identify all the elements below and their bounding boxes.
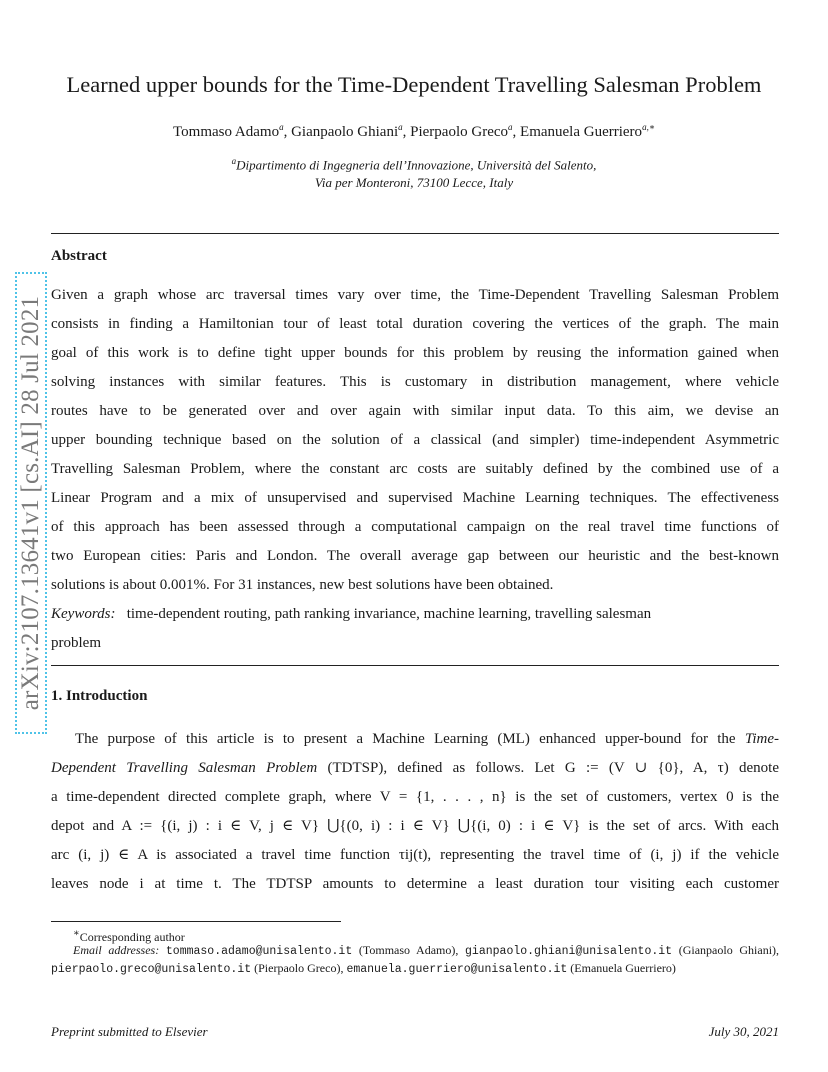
affiliation-mark: a bbox=[279, 122, 284, 132]
abstract-body bbox=[51, 281, 779, 658]
abstract-heading: Abstract bbox=[51, 248, 107, 264]
footnote-corresponding: ∗Corresponding author bbox=[73, 928, 185, 944]
affiliation-line-2: Via per Monteroni, 73100 Lecce, Italy bbox=[314, 175, 514, 191]
intro-line: arc (i, j) ∈ A is associated a travel time function τij(t), representing the travel time of (i, j) if the vehicle bbox=[51, 847, 779, 863]
affiliation-mark: a bbox=[508, 122, 513, 132]
footnote-rule bbox=[51, 921, 341, 922]
affiliation bbox=[0, 152, 828, 192]
footer-date: July 30, 2021 bbox=[708, 1024, 779, 1039]
abstract-bottom-rule bbox=[51, 665, 779, 666]
intro-line: depot and A := {(i, j) : i ∈ V, j ∈ V} ⋃{(0, i) : i ∈ V} ⋃{(i, 0) : i ∈ V} is the set of arcs. With each bbox=[51, 818, 779, 834]
abstract-line: consists in finding a Hamiltonian tour of least total duration covering the vertices of the graph. The main bbox=[51, 316, 779, 332]
intro-line: Dependent Travelling Salesman Problem (TDTSP), defined as follows. Let G := (V ∪ {0}, A, τ) denote bbox=[51, 760, 779, 776]
abstract-line: Travelling Salesman Problem, where the constant arc costs are suitably defined by the combined use of a bbox=[51, 461, 779, 477]
arxiv-sidebar-stamp bbox=[15, 272, 47, 734]
abstract-line: upper bounding technique based on the solution of a classical (and simpler) time-independent Asymmetric bbox=[51, 432, 779, 448]
arxiv-identifier: arXiv:2107.13641v1 [cs.AI] 28 Jul 2021 bbox=[17, 295, 44, 711]
keywords-text: time-dependent routing, path ranking invariance, machine learning, travelling salesman bbox=[126, 606, 652, 622]
author-name: Gianpaolo Ghiani bbox=[291, 124, 399, 140]
footnote-emails: Email addresses: tommaso.adamo@unisalento.it (Tommaso Adamo), gianpaolo.ghiani@unisalento.it (Gianpaolo Ghiani), pierpaolo.greco@unisalento.it (Pierpaolo Greco), emanuela.guerriero@unisalento.it (Emanuela Guerriero) bbox=[51, 943, 780, 976]
email-link[interactable]: gianpaolo.ghiani@unisalento.it bbox=[465, 945, 673, 958]
abstract-line: of this approach has been assessed through a computational campaign on the real travel time functions of bbox=[51, 519, 779, 535]
email-link[interactable]: tommaso.adamo@unisalento.it bbox=[165, 945, 353, 958]
intro-line: leaves node i at time t. The TDTSP amounts to determine a least duration tour visiting each customer bbox=[51, 876, 779, 892]
footer-preprint-note: Preprint submitted to Elsevier bbox=[51, 1024, 208, 1039]
email-link[interactable]: emanuela.guerriero@unisalento.it bbox=[346, 963, 568, 976]
affiliation-mark: a bbox=[231, 156, 237, 166]
author-name: Tommaso Adamo bbox=[173, 124, 280, 140]
keywords bbox=[51, 600, 779, 629]
abstract-line: Linear Program and a mix of unsupervised and supervised Machine Learning techniques. The effectiveness bbox=[51, 490, 779, 506]
abstract-top-rule bbox=[51, 233, 779, 234]
abstract-line: Given a graph whose arc traversal times vary over time, the Time-Dependent Travelling Salesman Problem bbox=[51, 287, 779, 303]
keywords-continuation: problem bbox=[51, 635, 101, 651]
abstract-line: solutions is about 0.001%. For 31 instances, new best solutions have been obtained. bbox=[51, 577, 554, 593]
author-name: Pierpaolo Greco bbox=[410, 124, 509, 140]
affiliation-line-1: Dipartimento di Ingegneria dell’Innovazione, Università del Salento, bbox=[236, 157, 597, 173]
author-name: Emanuela Guerriero bbox=[520, 124, 643, 140]
abstract-line: solving instances with similar features. This is customary in distribution management, where vehicle bbox=[51, 374, 779, 390]
abstract-line: two European cities: Paris and London. The overall average gap between our heuristic and the best-known bbox=[51, 548, 779, 564]
abstract-line: routes have to be generated over and over again with similar input data. To this aim, we devise an bbox=[51, 403, 779, 419]
email-link[interactable]: pierpaolo.greco@unisalento.it bbox=[51, 963, 252, 976]
introduction-heading: 1. Introduction bbox=[51, 688, 148, 704]
keywords-label: Keywords: bbox=[51, 606, 116, 622]
intro-line: a time-dependent directed complete graph, where V = {1, . . . , n} is the set of customers, vertex 0 is the bbox=[51, 789, 779, 805]
paper-title: Learned upper bounds for the Time-Dependent Travelling Salesman Problem bbox=[66, 72, 762, 97]
intro-line: The purpose of this article is to present a Machine Learning (ML) enhanced upper-bound for the Time- bbox=[75, 731, 779, 747]
affiliation-mark: a,∗ bbox=[642, 122, 655, 132]
affiliation-mark: a bbox=[398, 122, 403, 132]
email-label: Email addresses: bbox=[73, 943, 160, 957]
abstract-line: goal of this work is to define tight upper bounds for this problem by reusing the information gained when bbox=[51, 345, 779, 361]
author-list: Tommaso Adamo$^a$, Gianpaolo Ghiani$^a$, Pierpaolo Greco$^a$, Emanuela Guerriero$^{a,∗}$ bbox=[173, 122, 655, 140]
introduction-body bbox=[51, 725, 779, 899]
